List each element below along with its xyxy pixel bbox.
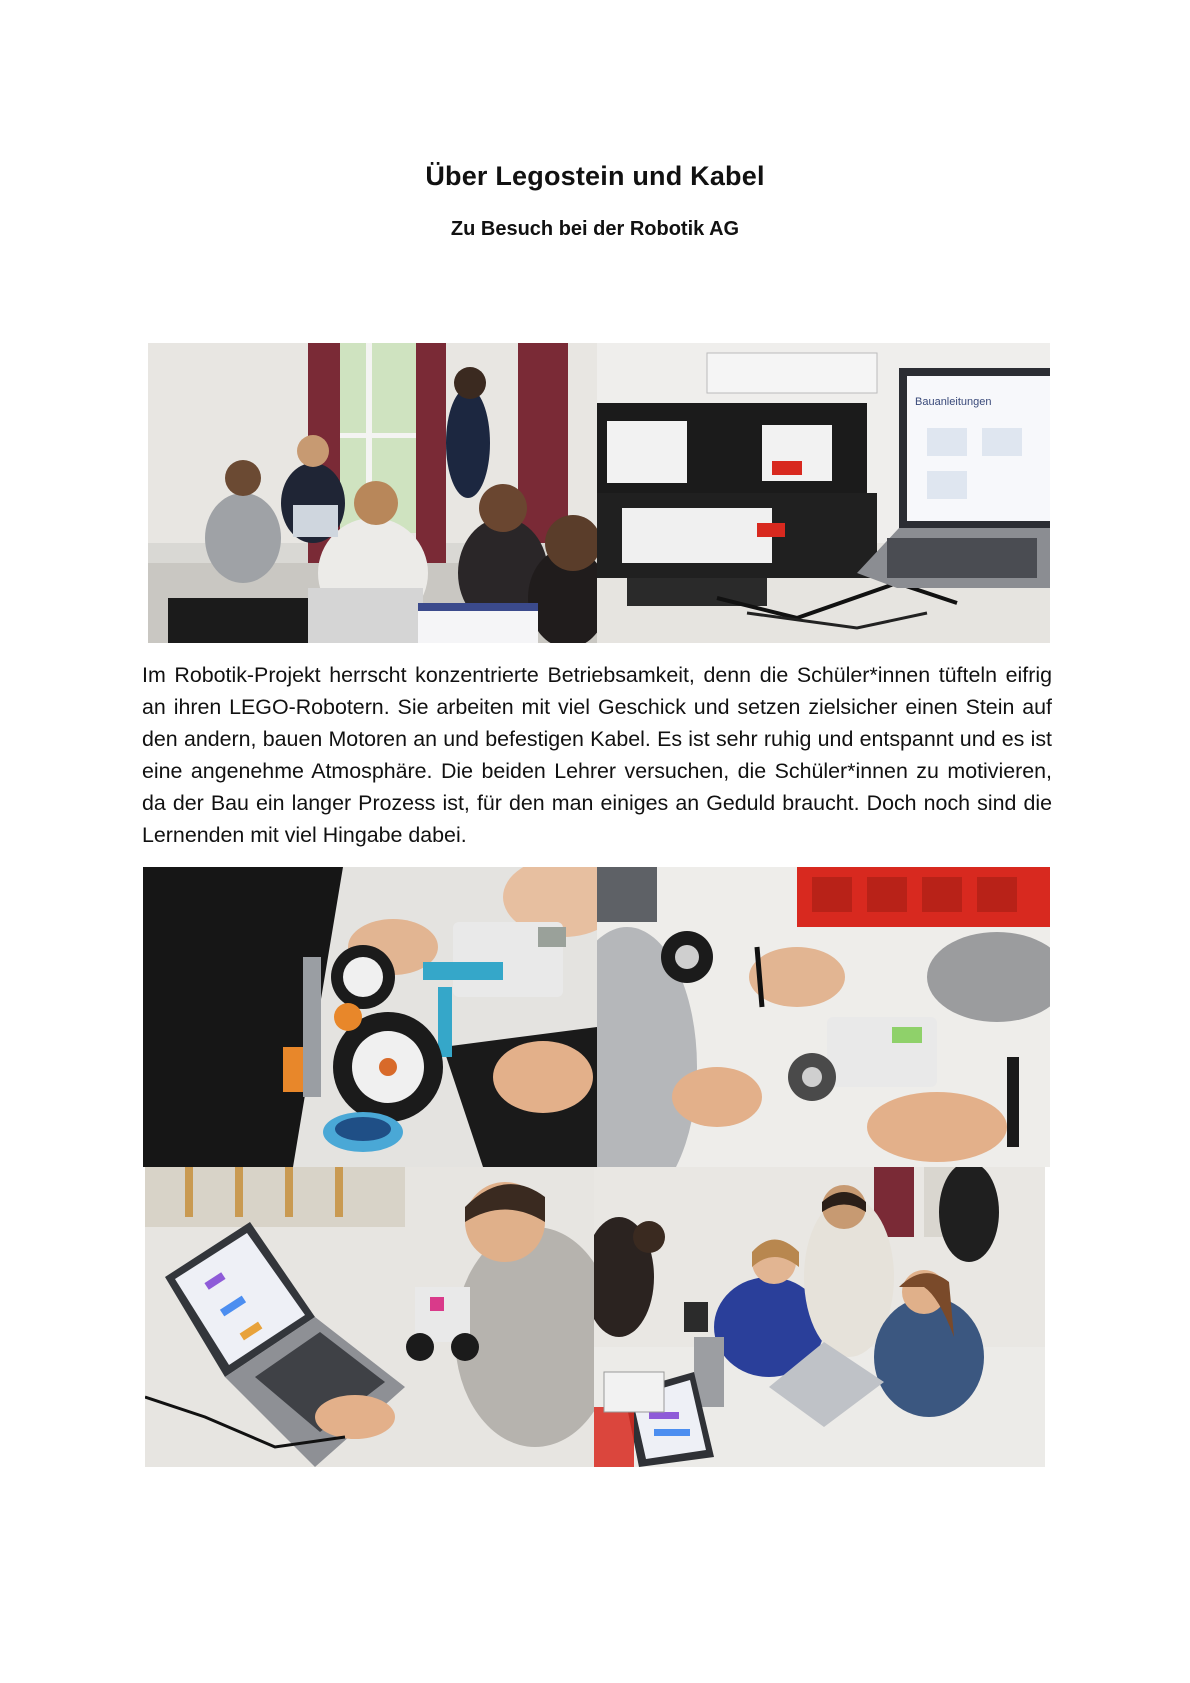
photo-teacher-helping <box>594 1167 1045 1467</box>
photo-classroom-students <box>148 343 597 643</box>
photo-building-robot-wheels <box>143 867 597 1167</box>
article-subtitle: Zu Besuch bei der Robotik AG <box>450 217 740 240</box>
photo-lego-boxes-laptop <box>597 343 1050 643</box>
article-title: Über Legostein und Kabel <box>425 161 765 192</box>
photo-student-programming <box>145 1167 594 1467</box>
photo-hands-ev3-brick <box>597 867 1050 1167</box>
article-body: Im Robotik-Projekt herrscht konzentrierte Betriebsamkeit, denn die Schüler*innen tüfteln eifrig an ihren LEGO-Robotern. Sie arbeiten mit viel Geschick und setzen zielsicher einen Stein auf den andern, bauen Motoren an und befestigen Kabel. Es ist sehr ruhig und entspannt und es ist eine angenehme Atmosphäre. Die beiden Lehrer versuchen, die Schüler*innen zu motivieren, da der Bau ein langer Prozess ist, für den man einiges an Geduld braucht. Doch noch sind die Lernenden mit viel Hingabe dabei. <box>142 663 1052 847</box>
screen-heading-text: Bauanleitungen <box>915 396 992 408</box>
